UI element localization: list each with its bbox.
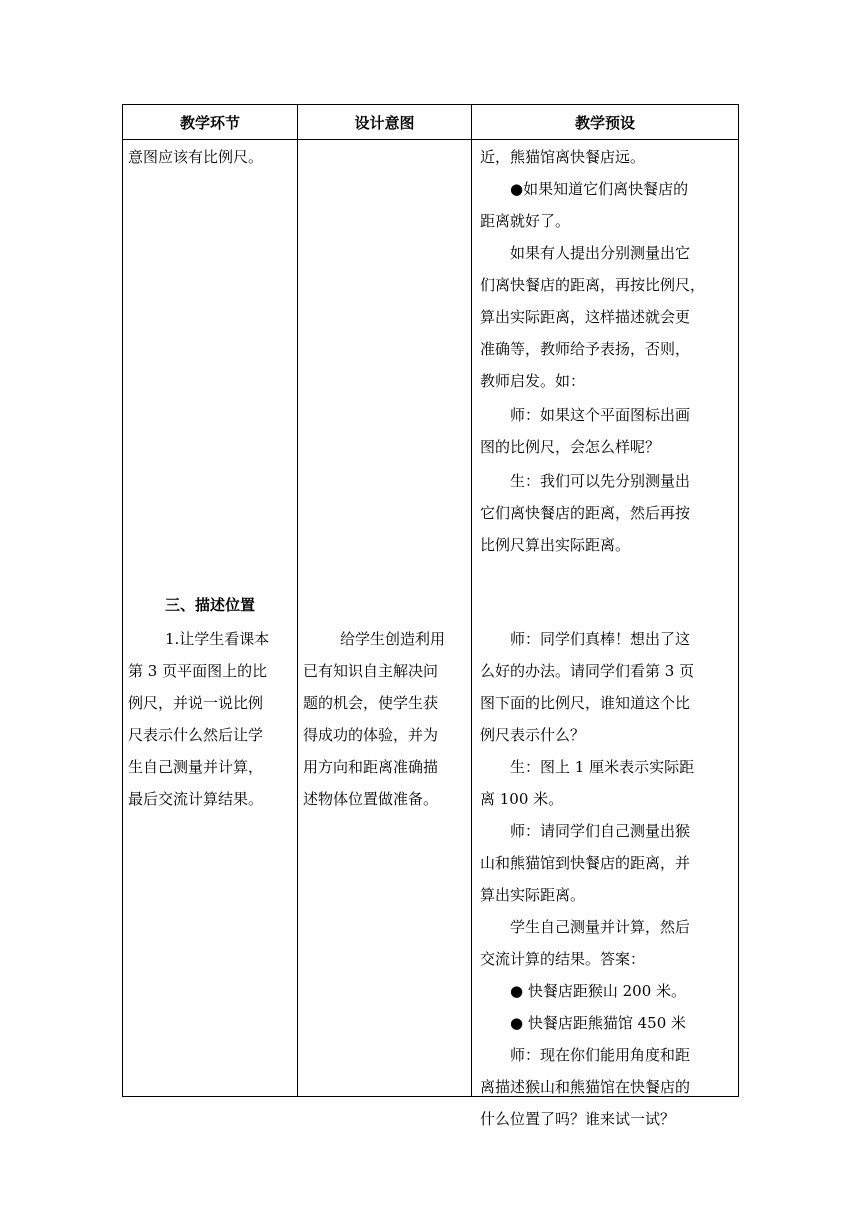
lesson-plan-table	[122, 104, 739, 1128]
plan-text-line: 山和熊猫馆到快餐店的距离，并	[480, 854, 691, 872]
plan-text-line: 学生自己测量并计算，然后	[510, 918, 691, 936]
plan-text-line: 如果有人提出分别测量出它	[510, 244, 691, 262]
cell-design-intent	[298, 140, 472, 1097]
plan-text-line: 图下面的比例尺，谁知道这个比	[480, 694, 691, 712]
plan-text-line: ● 快餐店距猴山 200 米。	[510, 982, 687, 1000]
stage-text-line: 最后交流计算结果。	[128, 790, 264, 808]
intent-text-line: 述物体位置做准备。	[303, 790, 439, 808]
stage-text-line: 例尺，并说一说比例	[128, 694, 264, 712]
plan-text-line: 比例尺算出实际距离。	[480, 536, 631, 554]
header-teaching-plan: 教学预设	[472, 105, 739, 140]
plan-text-line: 例尺表示什么？	[480, 726, 586, 744]
plan-text-line: 师：同学们真棒！想出了这	[510, 630, 691, 648]
stage-text-line: 尺表示什么然后让学	[128, 726, 264, 744]
plan-text-line: 师：现在你们能用角度和距	[510, 1046, 691, 1064]
plan-text-line: 它们离快餐店的距离，然后再按	[480, 504, 691, 522]
table-header-row	[123, 105, 739, 140]
plan-text-line: 离描述猴山和熊猫馆在快餐店的	[480, 1078, 691, 1096]
plan-text-line: 算出实际距离，这样描述就会更	[480, 308, 691, 326]
plan-text-line: 交流计算的结果。答案：	[480, 950, 646, 968]
stage-text-line: 生自己测量并计算，	[128, 758, 264, 776]
plan-text-line: 近，熊猫馆离快餐店远。	[480, 148, 646, 166]
plan-text-line: 们离快餐店的距离，再按比例尺，	[480, 276, 706, 294]
plan-text-line: 生：我们可以先分别测量出	[510, 472, 691, 490]
plan-text-line: 离 100 米。	[480, 790, 564, 808]
plan-text-line: 算出实际距离。	[480, 886, 586, 904]
plan-text-line: 教师启发。如：	[480, 372, 586, 390]
header-design-intent: 设计意图	[298, 105, 472, 140]
intent-text-line: 已有知识自主解决问	[303, 662, 439, 680]
plan-text-line: 什么位置了吗？谁来试一试？	[480, 1110, 676, 1128]
stage-text-line: 第 3 页平面图上的比	[128, 662, 268, 680]
table-row	[123, 140, 739, 1097]
section-heading: 三、描述位置	[165, 596, 256, 614]
plan-text-line: ● 快餐店距熊猫馆 450 米	[510, 1014, 687, 1032]
plan-text-line: 么好的办法。请同学们看第 3 页	[480, 662, 695, 680]
plan-text-line: 师：如果这个平面图标出画	[510, 406, 691, 424]
plan-text-line: 距离就好了。	[480, 212, 571, 230]
plan-text-line: 准确等，教师给予表扬，否则，	[480, 340, 691, 358]
intent-text-line: 给学生创造利用	[340, 630, 446, 648]
plan-text-line: ●如果知道它们离快餐店的	[510, 180, 689, 198]
stage-text-line: 1.让学生看课本	[165, 630, 270, 648]
stage-text-line: 意图应该有比例尺。	[128, 148, 264, 166]
cell-teaching-plan	[472, 140, 739, 1128]
intent-text-line: 题的机会，使学生获	[303, 694, 439, 712]
intent-text-line: 得成功的体验，并为	[303, 726, 439, 744]
plan-text-line: 师：请同学们自己测量出猴	[510, 822, 691, 840]
plan-text-line: 图的比例尺，会怎么样呢？	[480, 438, 661, 456]
cell-teaching-stage	[123, 140, 298, 1097]
plan-text-line: 生：图上 1 厘米表示实际距	[510, 758, 695, 776]
intent-text-line: 用方向和距离准确描	[303, 758, 439, 776]
header-teaching-stage: 教学环节	[123, 105, 298, 140]
